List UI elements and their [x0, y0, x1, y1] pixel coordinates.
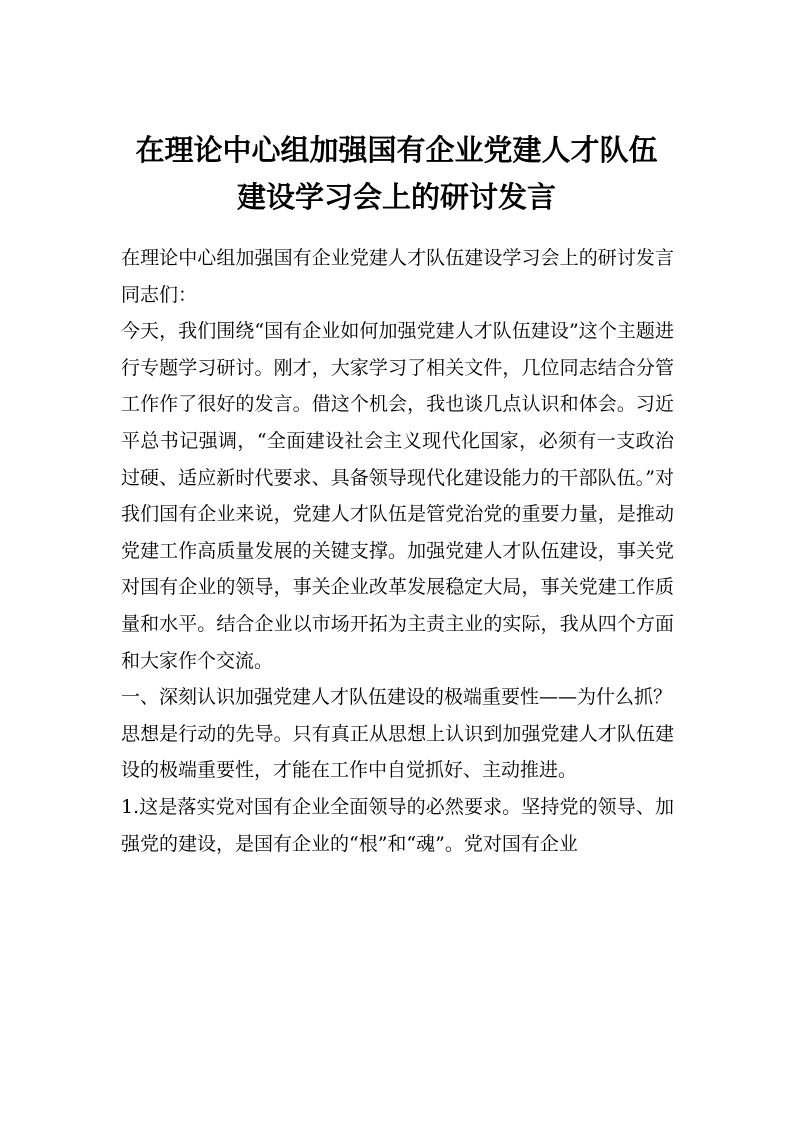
paragraph-point-1: 1.这是落实党对国有企业全面领导的必然要求。坚持党的领导、加强党的建设，是国有企业的“根”和“魂”。党对国有企业: [121, 795, 674, 855]
document-title-line-1: 在理论中心组加强国有企业党建人才队伍: [135, 133, 658, 167]
section-heading-1: 一、深刻认识加强党建人才队伍建设的极端重要性——为什么抓？: [121, 686, 673, 709]
paragraph-intro: 在理论中心组加强国有企业党建人才队伍建设学习会上的研讨发言同志们：: [121, 247, 674, 306]
paragraph-opening: 今天，我们围绕“国有企业如何加强党建人才队伍建设”这个主题进行专题学习研讨。刚才，大家学习了相关文件，几位同志结合分管工作作了很好的发言。借这个机会，我也谈几点认识和体会。习近平总书记强调，“全面建设社会主义现代化国家，必须有一支政治过硬、适应新时代要求、具备领导现代化建设能力的干部队伍。”对我们国有企业来说，党建人才队伍是管党治党的重要力量，是推动党建工作高质量发展的关键支撑。加强党建人才队伍建设，事关党对国有企业的领导，事关企业改革发展稳定大局，事关党建工作质量和水平。结合企业以市场开拓为主责主业的实际，我从四个方面和大家作个交流。: [121, 320, 674, 672]
document-body: [121, 240, 674, 862]
document-title-line-2: 建设学习会上的研讨发言: [236, 180, 556, 214]
paragraph-section-1: 思想是行动的先导。只有真正从思想上认识到加强党建人才队伍建设的极端重要性，才能在工作中自觉抓好、主动推进。: [121, 722, 674, 782]
